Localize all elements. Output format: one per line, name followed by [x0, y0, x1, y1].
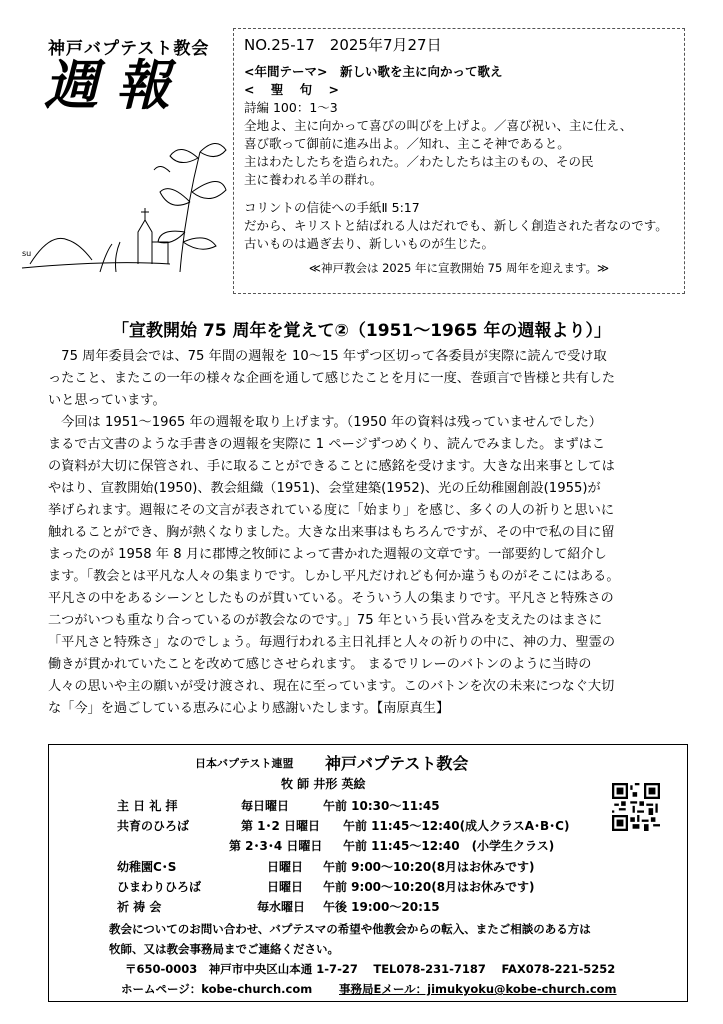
verse-line: 全地よ、主に向かって喜びの叫びを上げよ。／喜び祝い、主に仕え、	[244, 118, 633, 133]
article-body	[48, 346, 688, 720]
schedule-time: 午前 11:45～12:40 (小学生クラス)	[343, 839, 555, 853]
contact-line: 教会についてのお問い合わせ、バプテスマの希望や他教会からの転入、またご相談のある方は	[109, 922, 591, 936]
schedule-name: 幼稚園C･S	[117, 860, 177, 874]
schedule-day: 日曜日	[267, 880, 304, 894]
schedule-day: 毎水曜日	[257, 900, 306, 914]
address: 〒650-0003 神戸市中央区山本通 1-7-27 TEL078-231-7187 FAX078-221-5252	[125, 962, 616, 976]
article-line: ったこと、またこの一年の様々な企画を通して感じたことを月に一度、巻頭言で皆様と共有した	[48, 371, 616, 386]
article-line: 75 周年委員会では、75 年間の週報を 10～15 年ずつ区切って各委員が実際に読んで受け取	[48, 349, 607, 364]
church-info-box	[48, 744, 688, 1002]
schedule-name: 主 日 礼 拝	[117, 799, 178, 813]
schedule-time: 午前 9:00～10:20(8月はお休みです)	[323, 860, 535, 874]
verse-line: 喜び歌って御前に進み出よ。／知れ、主こそ神であると。	[244, 136, 570, 151]
issue-number: NO.25-17 2025年7月27日	[244, 36, 442, 54]
schedule-day: 毎日曜日	[241, 799, 290, 813]
article-line: 人々の思いや主の願いが受け渡され、現在に至っています。このバトンを次の未来につなぐ大切	[48, 679, 615, 694]
contact-line: 牧師、又は教会事務局までご連絡ください。	[109, 942, 339, 956]
article-line: やはり、宣教開始(1950)、教会組織（1951)、会堂建築(1952)、光の丘幼稚園創設(1955)が	[48, 481, 601, 496]
email[interactable]: 事務局Eメール：jimukyoku@kobe-church.com	[339, 982, 617, 996]
verse2-line: だから、キリストと結ばれる人はだれでも、新しく創造された者なのです。	[244, 218, 668, 233]
schedule-time: 午前 11:45～12:40(成人クラスA･B･C)	[343, 819, 570, 833]
homepage[interactable]: ホームページ：kobe-church.com	[121, 982, 313, 996]
article-line: の資料が大切に保管され、手に取ることができることに感銘を受けます。大きな出来事としては	[48, 459, 615, 474]
schedule-name: 共育のひろば	[117, 819, 190, 833]
article-title: 「宣教開始 75 周年を覚えて②（1951～1965 年の週報より）」	[112, 321, 611, 341]
pastor-name: 牧 師 井形 英絵	[281, 777, 366, 791]
verse2-line: 古いものは過ぎ去り、新しいものが生じた。	[244, 236, 495, 251]
article-line: 「平凡さと特殊さ」なのでしょう。毎週行われる主日礼拝と人々の祈りの中に、神の力、聖霊の	[48, 635, 616, 650]
article-line: まったのが 1958 年 8 月に郡博之牧師によって書かれた週報の文章です。一部要約して紹介し	[48, 547, 607, 562]
article-line: いと思っています。	[48, 393, 166, 408]
verse2-line: コリントの信徒への手紙Ⅱ 5:17	[244, 200, 420, 215]
weekly-title: 週報	[44, 53, 188, 117]
article-line: 今回は 1951～1965 年の週報を取り上げます。（1950 年の資料は残っていませんでした）	[48, 415, 602, 430]
anniversary-note: ≪神戸教会は 2025 年に宣教開始 75 周年を迎えます。≫	[308, 261, 610, 275]
verse-line: 主に養われる羊の群れ。	[244, 172, 383, 187]
scripture-heading: < 聖 句 >	[244, 82, 346, 97]
schedule-time: 午前 9:00～10:20(8月はお休みです)	[323, 880, 535, 894]
schedule-time: 午前 10:30～11:45	[323, 799, 440, 813]
church-illustration	[20, 132, 230, 282]
schedule-day: 第 2･3･4 日曜日	[229, 839, 323, 853]
schedule-name: 祈 祷 会	[117, 900, 162, 914]
schedule-time: 午後 19:00～20:15	[323, 900, 440, 914]
footer-church-name: 神戸バプテスト教会	[325, 754, 469, 773]
schedule-day: 第 1･2 日曜日	[241, 819, 321, 833]
verse-line: 主はわたしたちを造られた。／わたしたちは主のもの、その民	[244, 154, 594, 169]
article-line: まるで古文書のような手書きの週報を実際に 1 ページずつめくり、読んでみました。まずはこ	[48, 437, 606, 452]
verse-line: 詩編 100：1～3	[244, 100, 338, 115]
article-line: 平凡さの中をあるシーンとしたものが貫いている。そういう人の集まりです。平凡さと特殊さの	[48, 591, 614, 606]
schedule-day: 日曜日	[267, 860, 304, 874]
church-name: 神戸バプテスト教会	[48, 39, 210, 59]
svg-text:su: su	[22, 249, 32, 258]
header-box	[233, 28, 685, 294]
schedule-name: ひまわりひろば	[117, 880, 202, 894]
article-line: 働きが貫かれていたことを改めて感じさせられます。 まるでリレーのバトンのように当時の	[48, 657, 592, 672]
article-line: ます。「教会とは平凡な人々の集まりです。しかし平凡だけれども何か違うものがそこにはある。	[48, 569, 620, 584]
article-line: 二つがいつも重なり合っているのが教会なのです。」75 年という長い営みを支えたのはまさに	[48, 613, 603, 628]
union-name: 日本バプテスト連盟	[195, 757, 294, 770]
article-line: 触れることができ、胸が熱くなりました。大きな出来事はもちろんですが、その中で私の目に留	[48, 525, 615, 540]
article-line: な「今」を過ごしている恵みに心より感謝いたします。【南原真生】	[48, 701, 450, 716]
article-line: 挙げられます。週報にその文言が表されている度に「始まり」を感じ、多くの人の祈りと思いに	[48, 503, 615, 518]
annual-theme: <年間テーマ> 新しい歌を主に向かって歌え	[244, 64, 503, 79]
qr-code[interactable]	[612, 783, 660, 831]
